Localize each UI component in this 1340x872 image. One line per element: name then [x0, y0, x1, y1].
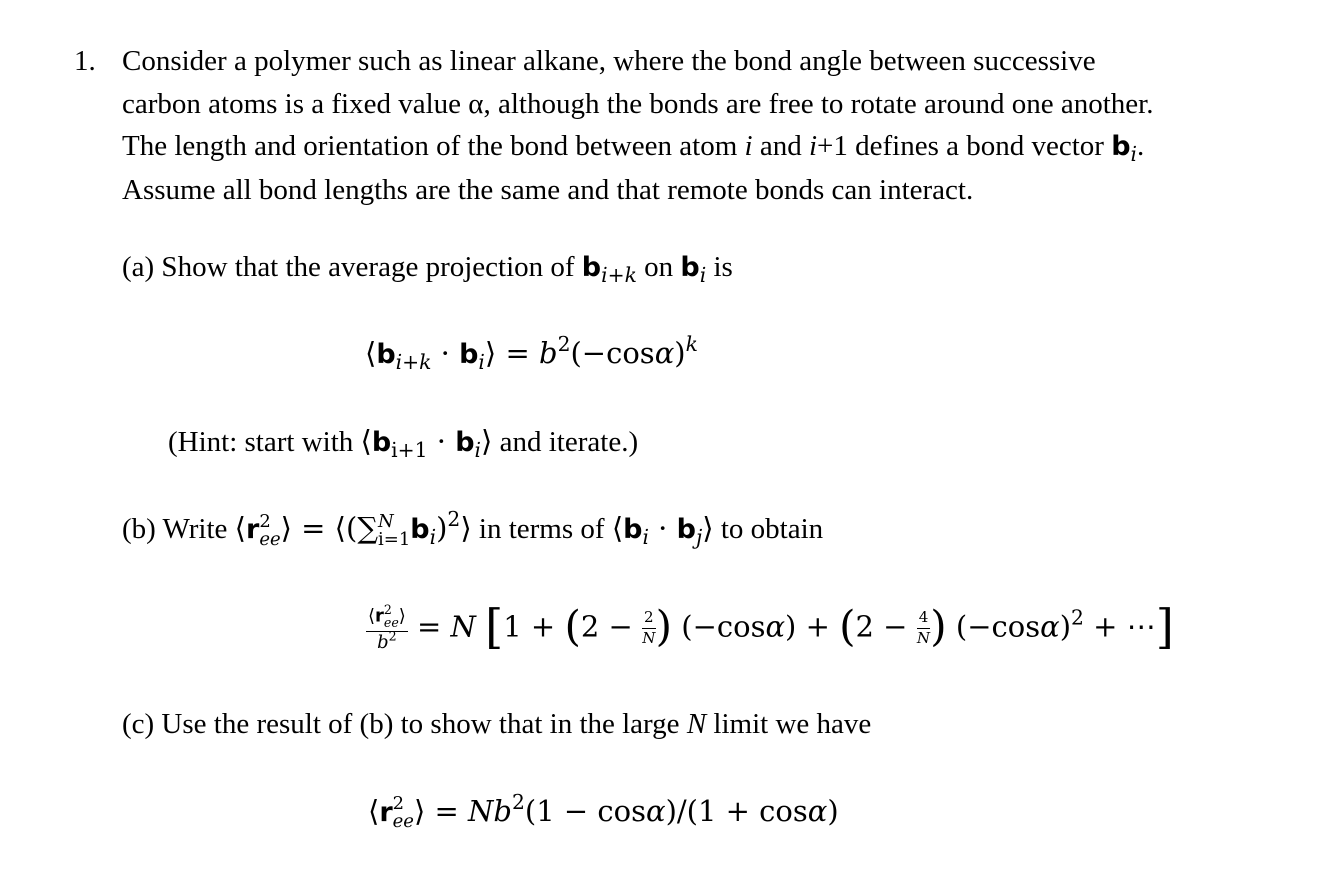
part-b-eq: =	[291, 511, 335, 545]
hint-b2: b	[455, 427, 475, 458]
eq-c-r-sub: ee	[392, 811, 414, 832]
eq-a-rhs-exp: k	[685, 331, 698, 356]
part-b-label	[122, 506, 824, 551]
eq-b-frac2	[917, 610, 931, 647]
eq-b-num-sup: 2	[383, 601, 392, 617]
part-b-sigma-limits	[378, 513, 410, 549]
hint-b1: b	[371, 427, 392, 458]
eq-b-one: 1 +	[503, 609, 565, 644]
eq-b-num-sub: ee	[383, 614, 399, 630]
part-b-bb-b2-sub: j	[695, 525, 703, 550]
part-b-text: (b) Write	[122, 513, 235, 545]
hint-b1-sub: i+1	[391, 438, 428, 463]
part-b-sum-b-sub: i	[429, 525, 437, 550]
eq-a-close: ⟩	[484, 336, 497, 370]
part-a-b2: b	[680, 252, 700, 283]
part-b-sigma-sub: i=1	[378, 529, 411, 551]
eq-a-dot: ·	[431, 336, 460, 370]
part-a-hint	[168, 424, 639, 463]
part-b-sum-angle: ⟩	[460, 511, 472, 545]
eq-b-lhs-fraction	[366, 601, 408, 654]
part-a-is: is	[706, 251, 733, 283]
intro-line-3-text-c: +1 defines a bond vector	[817, 130, 1112, 162]
hint-close: ⟩	[481, 424, 493, 458]
eq-c-alpha2: α	[807, 794, 828, 828]
eq-a-rhs-close: )	[674, 336, 686, 370]
eq-b-num-supsub	[383, 601, 399, 630]
eq-c-r: r	[379, 797, 393, 828]
eq-a-b1-sub: i+k	[395, 350, 432, 375]
eq-c-open: ⟨	[368, 794, 380, 828]
hint-open: ⟨	[360, 424, 372, 458]
eq-b-plus-dots: + ⋯	[1083, 609, 1156, 644]
eq-a-rhs-paren: (−cos	[570, 336, 655, 370]
eq-a-b2: b	[459, 339, 479, 370]
part-b-r-sub: ee	[259, 529, 281, 551]
part-c-equation	[368, 789, 839, 832]
eq-c-alpha1: α	[645, 794, 666, 828]
bond-vector: b	[1111, 131, 1131, 162]
eq-b-two1: 2 −	[580, 609, 643, 644]
eq-b-open-bracket: [	[485, 600, 504, 654]
eq-b-t1: (−cos	[681, 609, 766, 644]
eq-b-p2-close: )	[930, 601, 947, 651]
atom-i-plus: i	[808, 130, 818, 162]
intro-line-4: Assume all bond lengths are the same and that remote bonds can interact.	[122, 173, 974, 206]
intro-line-3-end: .	[1137, 130, 1145, 162]
eq-b-f2-num: 4	[917, 610, 931, 629]
hint-text-a: (Hint: start with	[168, 426, 361, 458]
part-c-text-a: (c) Use the result of (b) to show that in the large	[122, 708, 687, 740]
eq-c-close: ⟩	[413, 794, 426, 828]
part-c-label	[122, 708, 871, 741]
part-b-bb-b1: b	[623, 514, 643, 545]
eq-b-t2-exp: 2	[1071, 605, 1084, 630]
eq-c-r-supsub	[393, 795, 414, 831]
eq-b-close-bracket: ]	[1155, 600, 1174, 654]
eq-c-b-sup: 2	[511, 789, 525, 814]
eq-b-N: N	[450, 609, 476, 644]
part-b-equation	[366, 600, 1174, 654]
eq-b-p1-close: )	[655, 601, 673, 651]
part-a-on: on	[636, 251, 681, 283]
eq-a-equals: =	[496, 336, 539, 370]
intro-line-1: Consider a polymer such as linear alkane, where the bond angle between successive	[122, 45, 1096, 77]
eq-a-alpha: α	[654, 336, 675, 370]
eq-b-frac1	[642, 610, 656, 647]
part-c-text-b: limit we have	[706, 708, 872, 740]
problem-number: 1.	[74, 45, 96, 77]
eq-b-f1-num: 2	[642, 610, 656, 629]
part-b-sum-exp: 2	[447, 506, 461, 531]
eq-b-t2-close: )	[1059, 609, 1072, 644]
eq-c-eq: =	[425, 794, 469, 828]
eq-a-b2-sub: i	[478, 350, 485, 375]
part-b-sum-b: b	[410, 514, 430, 545]
intro-line-2: carbon atoms is a fixed value α, although the bonds are free to rotate around one another.	[122, 87, 1154, 120]
intro-line-3-text-a: The length and orientation of the bond between atom	[122, 130, 745, 162]
part-a-b2-sub: i	[699, 263, 707, 288]
part-b-bb-close: ⟩	[702, 511, 714, 545]
eq-b-alpha2: α	[1040, 609, 1060, 644]
part-b-sum-open: ⟨(	[334, 511, 358, 545]
eq-b-den-b: b	[377, 632, 389, 654]
hint-b2-sub: i	[474, 438, 482, 463]
part-b-r-close: ⟩	[280, 511, 292, 545]
eq-b-p2-open: (	[839, 601, 856, 651]
eq-c-rest1: (1 − cos	[524, 794, 646, 828]
eq-b-t1-close: ) +	[785, 609, 840, 644]
eq-c-N: N	[468, 794, 494, 828]
eq-b-den-sup: 2	[388, 628, 397, 644]
part-b-sum-close: )	[436, 511, 448, 545]
part-b-r-sup: 2	[259, 511, 271, 533]
part-b-obtain: to obtain	[713, 513, 824, 545]
eq-a-rhs-sup: 2	[557, 331, 571, 356]
part-b-r-supsub	[259, 513, 280, 549]
eq-c-b: b	[493, 794, 512, 828]
eq-b-p1-open: (	[564, 601, 581, 651]
part-b-bb-dot: ·	[648, 511, 677, 545]
part-c-N: N	[686, 708, 707, 740]
part-b-r-open: ⟨	[234, 511, 246, 545]
eq-b-f1-den: N	[642, 629, 656, 648]
part-a-b1-sub: i+k	[601, 263, 637, 288]
intro-line-3	[122, 125, 1302, 169]
part-b-sigma-sup: N	[378, 511, 394, 533]
part-a-equation	[365, 331, 698, 375]
part-b-bb-b1-sub: i	[642, 525, 649, 550]
eq-a-open: ⟨	[365, 336, 377, 370]
eq-c-rest2: )/(1 + cos	[665, 794, 808, 828]
part-a-label	[122, 251, 733, 288]
part-b-bb-b2: b	[676, 514, 696, 545]
eq-c-r-sup: 2	[392, 793, 405, 815]
eq-b-alpha1: α	[765, 609, 786, 644]
eq-a-rhs-b: b	[539, 336, 558, 370]
part-b-bb-open: ⟨	[611, 511, 624, 545]
part-b-sigma: ∑	[357, 511, 379, 545]
eq-b-f2-den: N	[916, 629, 931, 648]
part-b-r: r	[245, 514, 260, 545]
eq-a-b1: b	[376, 339, 396, 370]
hint-text-b: and iterate.)	[492, 426, 639, 458]
bond-vector-sub: i	[1130, 142, 1138, 167]
part-a-b1: b	[581, 252, 602, 283]
eq-b-num-r: r	[375, 605, 384, 627]
eq-b-eq: =	[407, 609, 451, 644]
intro-line-3-text-b: and	[752, 130, 809, 162]
part-b-in-terms: in terms of	[471, 513, 612, 545]
part-a-text: (a) Show that the average projection of	[122, 251, 582, 283]
eq-c-rest3: )	[827, 794, 839, 828]
problem-intro	[122, 40, 1302, 211]
eq-b-t2: (−cos	[955, 609, 1041, 644]
hint-dot: ·	[427, 424, 456, 458]
eq-b-two2: 2 −	[855, 609, 917, 644]
atom-i: i	[744, 130, 753, 162]
eq-b-frac-num: ⟨r 2 ee ⟩	[366, 604, 408, 632]
eq-b-frac-den	[366, 628, 408, 654]
